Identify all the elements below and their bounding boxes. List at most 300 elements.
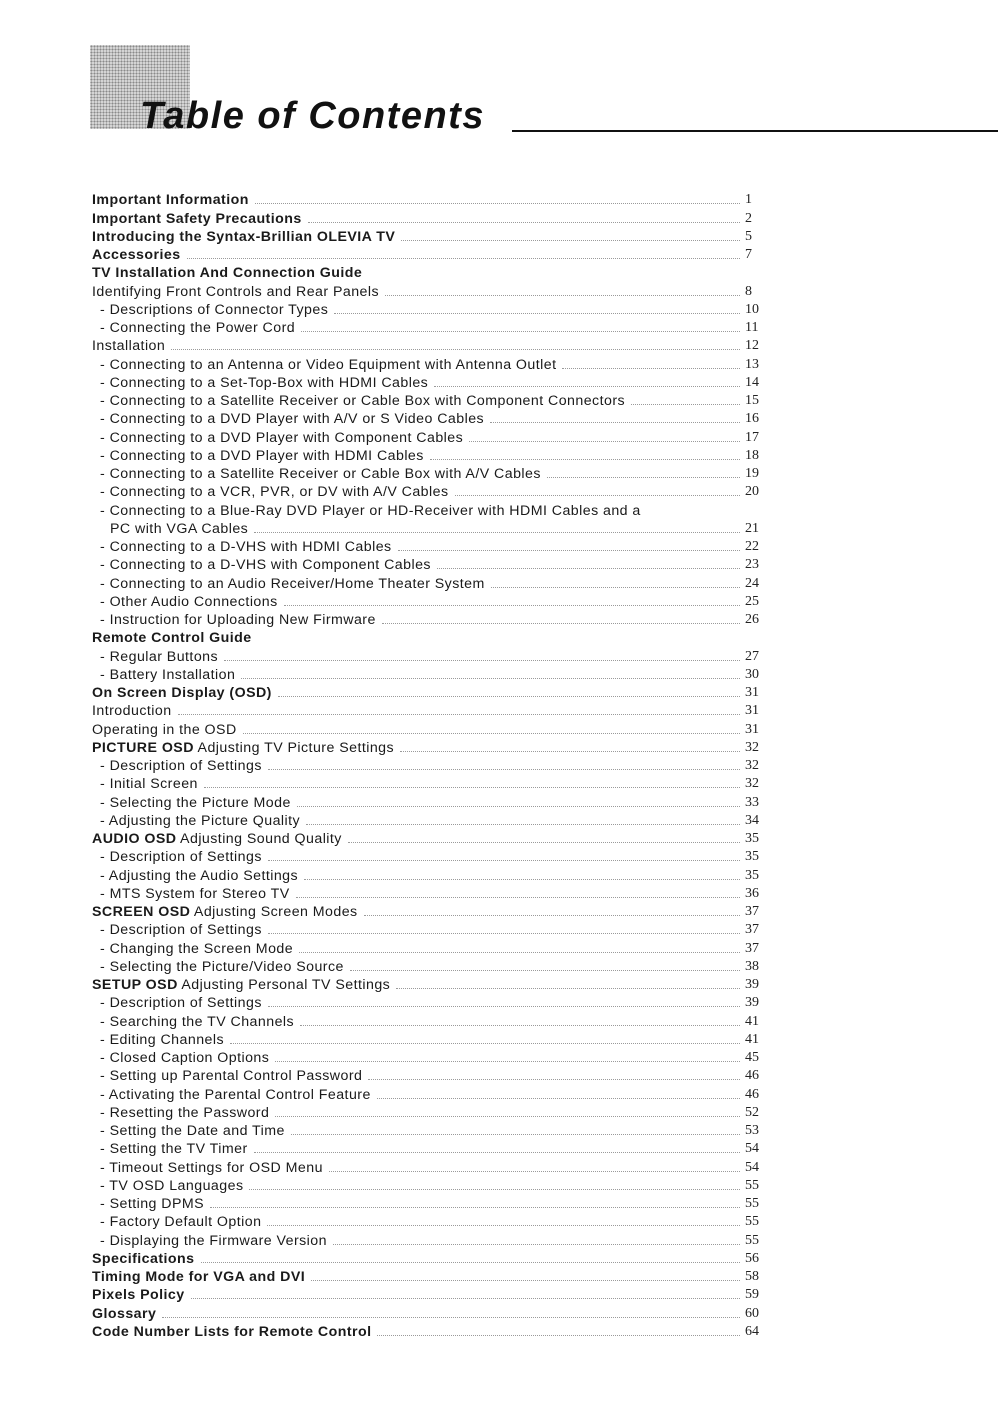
toc-leader-dots [385,295,740,296]
toc-leader-dots [377,1335,740,1336]
toc-entry-label: Adjusting TV Picture Settings [193,739,395,756]
toc-leader-dots [398,550,740,551]
toc-entry[interactable] [92,482,767,500]
toc-entry-title [92,302,328,318]
toc-page-number: 32 [745,739,759,755]
toc-entry[interactable] [92,719,767,737]
toc-page-number: 58 [745,1269,759,1284]
toc-entry-title [92,1141,248,1157]
toc-page-number: 53 [745,1123,759,1138]
toc-page-number: 22 [745,539,759,554]
toc-entry-title [92,685,272,701]
toc-entry-title [92,649,218,665]
toc-entry-label: - Connecting to a Satellite Receiver or Cable Box with A/V Cables [100,466,541,482]
toc-page-number: 31 [745,685,759,700]
toc-entry-title [92,503,641,519]
toc-entry[interactable] [92,227,767,245]
toc-page-number: 37 [745,940,759,956]
toc-entry[interactable] [92,519,767,537]
toc-entry[interactable] [92,811,767,829]
toc-entry-title [92,1251,195,1267]
toc-page-number: 41 [745,1013,759,1029]
toc-section-prefix: AUDIO OSD [92,831,177,847]
toc-entry-title [92,521,248,537]
toc-entry[interactable] [92,1303,767,1321]
toc-entry-label: - Connecting to an Antenna or Video Equipment with Antenna Outlet [100,356,557,373]
toc-leader-dots [268,1006,740,1007]
toc-entry-title [92,1087,371,1103]
toc-page-number: 39 [745,995,759,1011]
toc-entry[interactable] [92,391,767,409]
toc-entry-label: - Setting the Date and Time [100,1123,285,1139]
toc-leader-dots [275,1061,740,1062]
toc-entry-label: - Setting DPMS [100,1196,205,1212]
toc-entry-label: Important Information [92,192,249,209]
toc-entry-title [92,338,165,354]
toc-page-number: 11 [745,320,759,335]
toc-entry[interactable] [92,1030,767,1048]
toc-entry-title [92,484,449,500]
toc-entry[interactable] [92,975,767,993]
toc-leader-dots [348,842,740,843]
toc-leader-dots [268,933,740,934]
toc-entry-label: - Closed Caption Options [100,1050,270,1066]
toc-entry[interactable] [92,1121,767,1139]
toc-leader-dots [490,422,740,423]
toc-entry-title [92,430,463,446]
toc-entry-label: - Timeout Settings for OSD Menu [100,1159,323,1176]
toc-page-number: 2 [745,210,752,226]
toc-entry-label: - Connecting to a DVD Player with Component Cables [100,429,464,446]
toc-page-number: 16 [745,411,759,427]
toc-entry[interactable] [92,665,767,683]
toc-entry-title [92,357,556,373]
toc-leader-dots [255,203,740,204]
toc-entry-label: Introduction [92,703,172,720]
toc-entry-label: - Connecting the Power Cord [100,320,296,336]
toc-entry-label: - Description of Settings [100,995,262,1012]
toc-leader-dots [171,349,740,350]
toc-leader-dots [306,824,740,825]
toc-entry-title [92,959,344,975]
toc-entry-title [92,1068,362,1084]
toc-entry[interactable] [92,190,767,208]
toc-entry-label: - Displaying the Firmware Version [100,1232,327,1249]
toc-leader-dots [268,769,740,770]
toc-leader-dots [377,1098,740,1099]
table-of-contents [92,190,767,1340]
toc-entry[interactable] [92,865,767,883]
toc-leader-dots [631,404,740,405]
toc-entry[interactable] [92,920,767,938]
toc-entry-label: - Connecting to a DVD Player with A/V or S Video Cables [100,411,485,428]
toc-page-number: 27 [745,648,759,664]
toc-section-prefix: SETUP OSD [92,977,178,993]
toc-entry-label: - Editing Channels [100,1031,225,1048]
toc-entry-title [92,849,262,865]
toc-entry-label: - Setting up Parental Control Password [100,1068,363,1085]
toc-entry[interactable] [92,1084,767,1102]
header-rule [512,130,998,132]
toc-page-number: 35 [745,849,759,865]
toc-entry[interactable] [92,756,767,774]
toc-entry[interactable] [92,245,767,263]
toc-page-number: 7 [745,247,752,262]
toc-page-number: 32 [745,776,759,792]
toc-entry-label: - Connecting to a D-VHS with Component Cables [100,557,431,574]
toc-entry-title [92,630,252,646]
toc-page-number: 34 [745,812,759,828]
toc-entry-label: On Screen Display (OSD) [92,685,272,701]
toc-entry-label: - Regular Buttons [100,648,219,665]
toc-entry-title [92,941,293,957]
toc-entry[interactable] [92,610,767,628]
toc-entry[interactable] [92,263,767,281]
toc-entry-title [92,265,362,281]
toc-entry-title [92,1014,294,1030]
toc-entry[interactable] [92,1230,767,1248]
toc-entry-title [92,466,541,482]
toc-leader-dots [455,495,740,496]
toc-entry[interactable] [92,829,767,847]
toc-page-number: 45 [745,1050,759,1065]
toc-entry[interactable] [92,446,767,464]
toc-entry-label: Pixels Policy [92,1287,185,1304]
toc-leader-dots [267,1225,740,1226]
toc-entry-title [92,411,484,427]
toc-page-number: 55 [745,1232,759,1248]
toc-page-number: 12 [745,338,759,354]
toc-page-number: 10 [745,301,759,317]
toc-page-number: 5 [745,228,752,244]
toc-entry-title [92,1324,371,1340]
toc-leader-dots [291,1134,740,1135]
toc-entry[interactable] [92,427,767,445]
toc-entry[interactable] [92,1011,767,1029]
toc-entry-title [92,576,485,592]
toc-page-number: 25 [745,593,759,609]
toc-page-number: 64 [745,1323,759,1339]
toc-entry[interactable] [92,902,767,920]
toc-entry-title [92,612,376,628]
toc-entry-title [92,448,424,464]
toc-entry-label: Accessories [92,247,181,263]
toc-entry[interactable] [92,774,767,792]
toc-entry[interactable] [92,957,767,975]
toc-entry-label: - Initial Screen [100,776,198,793]
toc-leader-dots [329,1171,740,1172]
toc-entry-title [92,211,302,227]
toc-page-number: 13 [745,356,759,372]
toc-leader-dots [191,1298,740,1299]
toc-entry-label: Adjusting Sound Quality [176,831,342,847]
toc-entry-title [92,922,262,938]
toc-entry-title [92,320,295,336]
toc-leader-dots [187,258,740,259]
toc-page-number: 55 [745,1196,759,1211]
toc-page-number: 39 [745,977,759,992]
toc-entry[interactable] [92,993,767,1011]
toc-entry-title [92,1050,269,1066]
toc-leader-dots [243,733,740,734]
toc-page-number: 41 [745,1031,759,1047]
toc-entry[interactable] [92,500,767,518]
toc-entry[interactable] [92,555,767,573]
toc-page-number: 26 [745,612,759,627]
toc-entry-title [92,795,291,811]
toc-leader-dots [434,386,740,387]
toc-leader-dots [430,459,740,460]
toc-entry-label: Adjusting Screen Modes [190,904,358,920]
toc-entry-title [92,813,300,829]
toc-entry[interactable] [92,592,767,610]
toc-entry-title [92,284,379,300]
toc-section-prefix: PICTURE OSD [92,739,194,756]
toc-entry-label: Important Safety Precautions [92,210,302,227]
toc-page-number: 18 [745,447,759,463]
toc-entry[interactable] [92,1176,767,1194]
toc-leader-dots [241,678,740,679]
toc-entry[interactable] [92,318,767,336]
toc-entry[interactable] [92,884,767,902]
toc-entry-title [92,594,278,610]
toc-entry-label: - Adjusting the Picture Quality [100,812,301,829]
toc-entry[interactable] [92,1103,767,1121]
toc-entry-label: Identifying Front Controls and Rear Panels [92,283,380,300]
toc-entry-label: PC with VGA Cables [110,520,249,537]
toc-entry-title [92,1196,204,1212]
toc-entry-label: - Connecting to a D-VHS with HDMI Cables [100,539,392,555]
toc-leader-dots [230,1043,740,1044]
toc-leader-dots [162,1317,740,1318]
toc-leader-dots [469,441,740,442]
toc-entry-label: Introducing the Syntax-Brillian OLEVIA TV [92,228,396,245]
toc-entry[interactable] [92,409,767,427]
toc-entry[interactable] [92,738,767,756]
toc-entry-title [92,1233,327,1249]
toc-entry-label: - Selecting the Picture/Video Source [100,958,344,975]
toc-page-number: 33 [745,794,759,810]
toc-page-number: 24 [745,575,759,591]
toc-leader-dots [278,696,740,697]
toc-entry-title [92,831,342,847]
toc-entry-label: - Connecting to a DVD Player with HDMI Cables [100,447,424,464]
toc-leader-dots [334,313,740,314]
toc-page-number: 30 [745,666,759,682]
toc-entry-title [92,667,235,683]
toc-page-number: 17 [745,429,759,445]
toc-entry[interactable] [92,628,767,646]
toc-page-number: 32 [745,758,759,773]
toc-entry-label: - Selecting the Picture Mode [100,794,291,811]
toc-page-number: 14 [745,374,759,390]
toc-leader-dots [311,1280,740,1281]
toc-entry-title [92,977,390,993]
toc-entry-label: - Connecting to a Satellite Receiver or Cable Box with Component Connectors [100,393,626,409]
toc-entry[interactable] [92,938,767,956]
toc-page-number: 35 [745,867,759,883]
toc-page-number: 55 [745,1177,759,1193]
toc-entry-label: - Factory Default Option [100,1214,262,1231]
toc-entry[interactable] [92,646,767,664]
toc-entry-title [92,192,249,208]
toc-entry-title [92,1123,285,1139]
toc-entry-title [92,1287,185,1303]
toc-entry-title [92,904,358,920]
toc-entry-title [92,995,262,1011]
toc-entry-title [92,1214,261,1230]
toc-entry-label: TV Installation And Connection Guide [92,265,363,282]
toc-entry-label: - MTS System for Stereo TV [100,885,290,902]
toc-entry-label: - Descriptions of Connector Types [100,301,329,318]
toc-entry-title [92,776,198,792]
toc-page-number: 60 [745,1305,759,1321]
toc-page-number: 37 [745,904,759,919]
toc-page-number: 35 [745,831,759,846]
toc-leader-dots [547,477,740,478]
toc-leader-dots [350,970,740,971]
toc-entry-label: - TV OSD Languages [100,1177,244,1194]
toc-entry[interactable] [92,336,767,354]
toc-entry-label: - Adjusting the Audio Settings [100,867,299,884]
toc-page-number: 36 [745,885,759,901]
toc-page-number: 1 [745,192,752,208]
toc-leader-dots [296,897,740,898]
toc-page-number: 31 [745,721,759,737]
toc-entry[interactable] [92,1267,767,1285]
toc-page-number: 38 [745,958,759,974]
toc-leader-dots [224,660,740,661]
page-title: Table of Contents [140,95,485,137]
toc-entry[interactable] [92,1066,767,1084]
toc-entry-label: Timing Mode for VGA and DVI [92,1269,306,1285]
toc-entry-title [92,1105,269,1121]
toc-entry[interactable] [92,464,767,482]
toc-leader-dots [333,1244,740,1245]
toc-entry[interactable] [92,281,767,299]
toc-page-number: 31 [745,703,759,719]
toc-leader-dots [210,1207,740,1208]
toc-leader-dots [368,1079,740,1080]
toc-entry-title [92,1160,323,1176]
toc-entry[interactable] [92,683,767,701]
toc-entry[interactable] [92,1048,767,1066]
toc-leader-dots [297,806,740,807]
toc-leader-dots [491,587,740,588]
toc-entry[interactable] [92,1322,767,1340]
toc-leader-dots [400,751,740,752]
toc-page-number: 23 [745,557,759,573]
toc-page-number: 52 [745,1104,759,1120]
toc-leader-dots [268,860,740,861]
toc-entry-title [92,393,625,409]
toc-entry-label: - Connecting to a VCR, PVR, or DV with A/V Cables [100,484,449,501]
toc-page-number: 54 [745,1141,759,1157]
toc-entry-title [92,539,392,555]
toc-entry[interactable] [92,208,767,226]
toc-leader-dots [178,714,740,715]
toc-leader-dots [300,1025,740,1026]
toc-leader-dots [308,222,740,223]
toc-entry[interactable] [92,1139,767,1157]
toc-entry-title [92,722,237,738]
toc-entry-label: - Connecting to a Blue-Ray DVD Player or HD-Receiver with HDMI Cables and a [100,502,641,519]
toc-entry-label: - Description of Settings [100,922,262,939]
toc-entry[interactable] [92,300,767,318]
toc-entry[interactable] [92,537,767,555]
toc-entry[interactable] [92,1285,767,1303]
toc-entry-label: - Activating the Parental Control Feature [100,1086,371,1103]
toc-page-number: 20 [745,484,759,500]
toc-entry-title [92,868,298,884]
toc-entry-title [92,375,428,391]
toc-entry-title [92,1306,156,1322]
toc-entry-title [92,229,395,245]
toc-entry-label: - Battery Installation [100,666,236,683]
toc-leader-dots [396,988,740,989]
toc-entry[interactable] [92,1212,767,1230]
toc-entry-label: Code Number Lists for Remote Control [92,1323,372,1340]
toc-leader-dots [562,368,740,369]
toc-page-number: 54 [745,1159,759,1175]
toc-entry-label: - Other Audio Connections [100,593,278,610]
toc-entry-label: Glossary [92,1305,157,1322]
toc-leader-dots [364,915,740,916]
toc-leader-dots [401,240,740,241]
toc-entry[interactable] [92,1157,767,1175]
toc-entry[interactable] [92,792,767,810]
page-header [90,45,998,135]
toc-page-number: 21 [745,520,759,536]
toc-leader-dots [382,623,740,624]
toc-leader-dots [249,1189,740,1190]
toc-section-prefix: SCREEN OSD [92,904,191,920]
toc-entry[interactable] [92,701,767,719]
toc-entry-label: - Searching the TV Channels [100,1013,295,1030]
toc-entry[interactable] [92,1194,767,1212]
toc-page-number: 46 [745,1068,759,1084]
toc-leader-dots [254,532,740,533]
toc-entry-label: Operating in the OSD [92,721,237,738]
toc-page-number: 19 [745,466,759,481]
toc-entry-title [92,703,172,719]
toc-entry-title [92,740,394,756]
toc-entry[interactable] [92,373,767,391]
toc-entry-label: - Resetting the Password [100,1104,270,1121]
toc-page-number: 37 [745,922,759,938]
toc-leader-dots [304,879,740,880]
toc-entry-label: Installation [92,338,166,355]
toc-page-number: 55 [745,1214,759,1230]
toc-entry-title [92,886,290,902]
toc-entry-label: - Setting the TV Timer [100,1141,248,1158]
toc-entry[interactable] [92,1249,767,1267]
toc-entry[interactable] [92,847,767,865]
toc-entry-label: - Connecting to an Audio Receiver/Home Theater System [100,575,485,592]
toc-entry-title [92,1269,305,1285]
toc-page-number: 59 [745,1287,759,1303]
toc-entry-title [92,247,181,263]
toc-entry-label: Adjusting Personal TV Settings [177,977,391,993]
toc-entry-title [92,557,431,573]
toc-page-number: 46 [745,1086,759,1102]
toc-entry[interactable] [92,354,767,372]
toc-leader-dots [201,1262,741,1263]
toc-entry[interactable] [92,573,767,591]
toc-leader-dots [301,331,740,332]
toc-entry-title [92,758,262,774]
toc-leader-dots [437,568,740,569]
